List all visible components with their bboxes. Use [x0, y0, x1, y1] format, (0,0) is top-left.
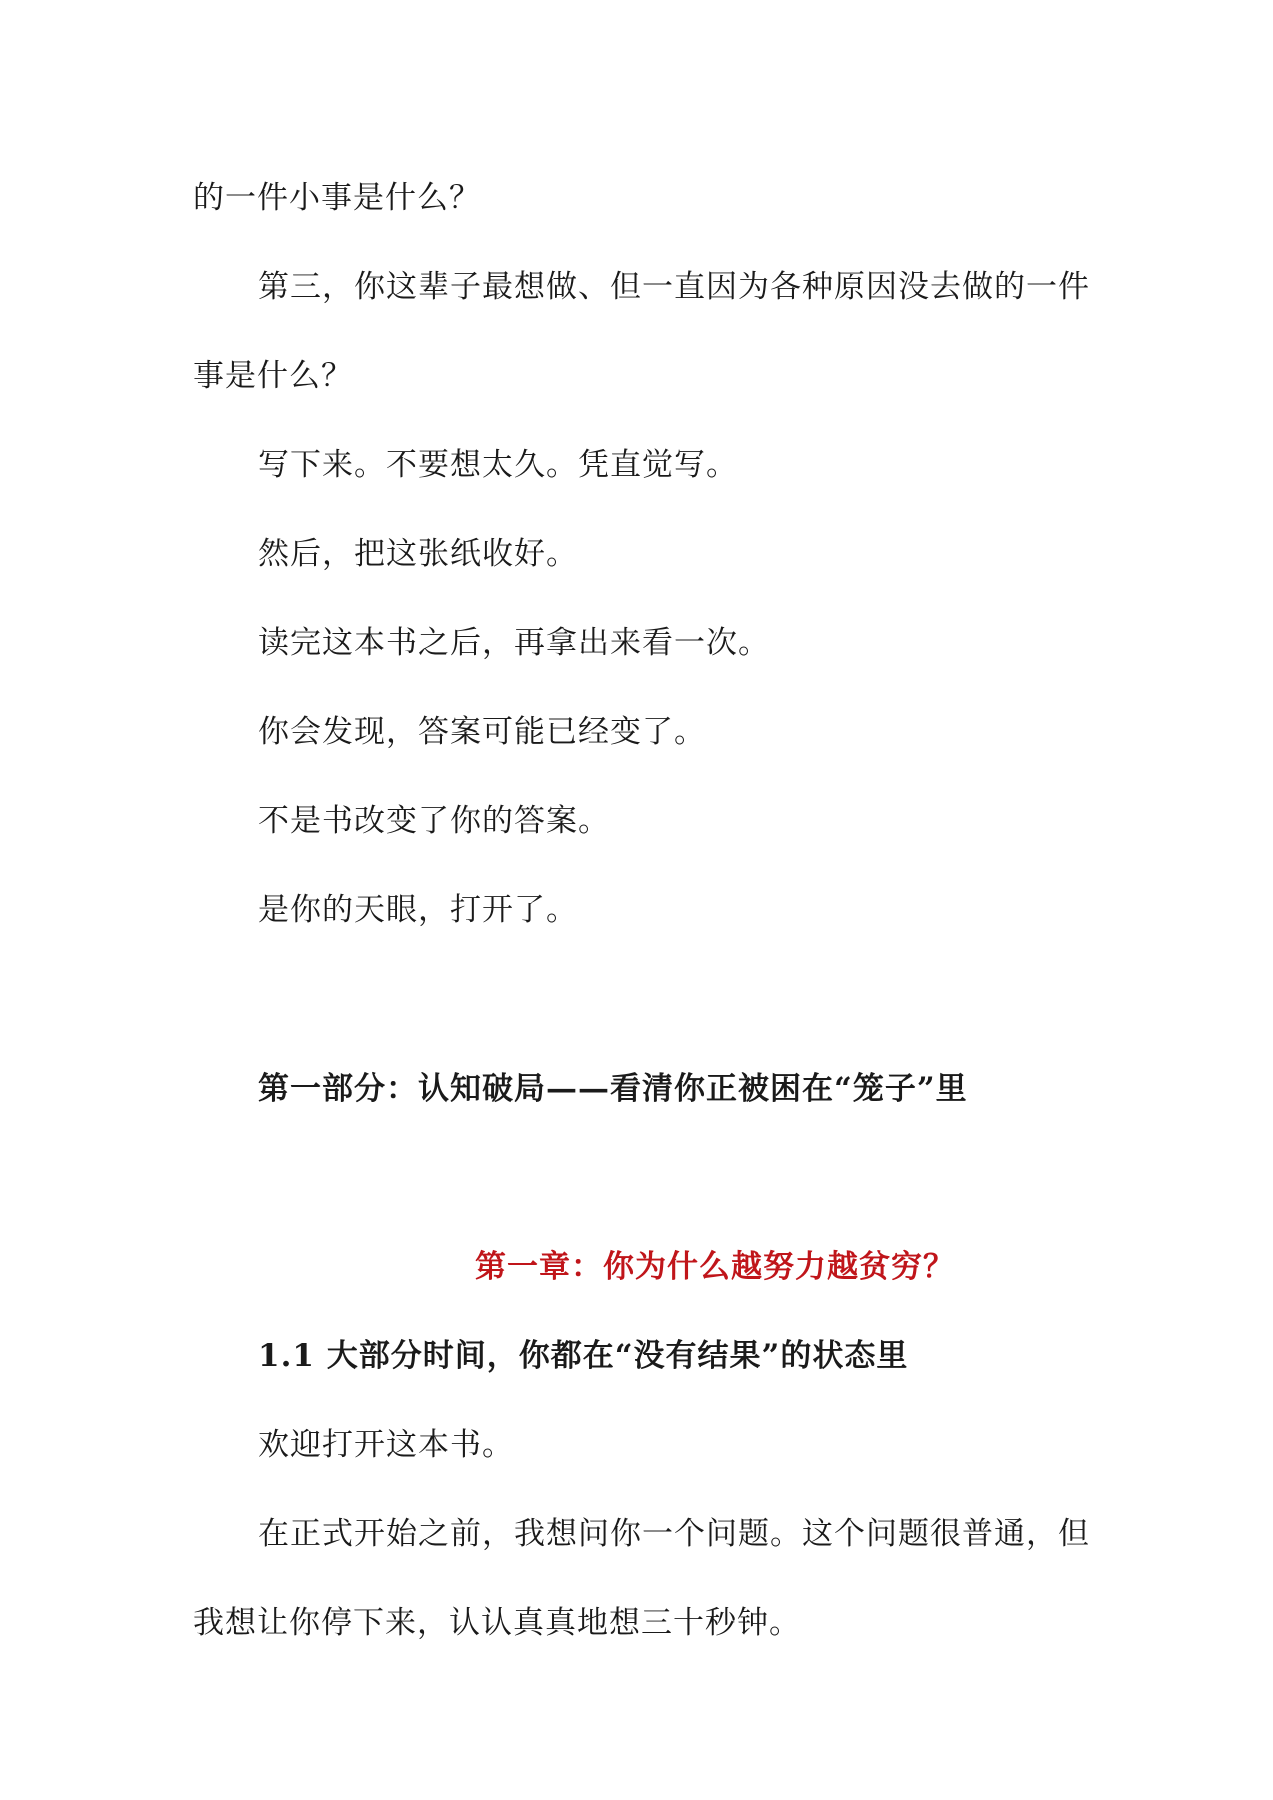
paragraph-line: 我想让你停下来，认认真真地想三十秒钟。	[193, 1605, 801, 1641]
paragraph-line: 欢迎打开这本书。	[258, 1427, 514, 1463]
paragraph-line: 你会发现，答案可能已经变了。	[258, 714, 706, 750]
paragraph-line: 第三，你这辈子最想做、但一直因为各种原因没去做的一件	[258, 269, 1090, 305]
paragraph-line: 事是什么？	[193, 358, 353, 394]
paragraph-line: 写下来。不要想太久。凭直觉写。	[258, 447, 738, 483]
paragraph-line: 在正式开始之前，我想问你一个问题。这个问题很普通，但	[258, 1516, 1090, 1552]
paragraph-line: 是你的天眼，打开了。	[258, 892, 578, 928]
chapter-heading: 第一章：你为什么越努力越贫穷？	[475, 1249, 955, 1285]
part-heading: 第一部分：认知破局——看清你正被困在“笼子”里	[258, 1071, 968, 1107]
paragraph-line: 的一件小事是什么？	[193, 180, 481, 216]
paragraph-line: 不是书改变了你的答案。	[258, 803, 610, 839]
section-heading: 1.1 大部分时间，你都在“没有结果”的状态里	[258, 1338, 909, 1374]
paragraph-line: 读完这本书之后，再拿出来看一次。	[258, 625, 770, 661]
paragraph-line: 然后，把这张纸收好。	[258, 536, 578, 572]
